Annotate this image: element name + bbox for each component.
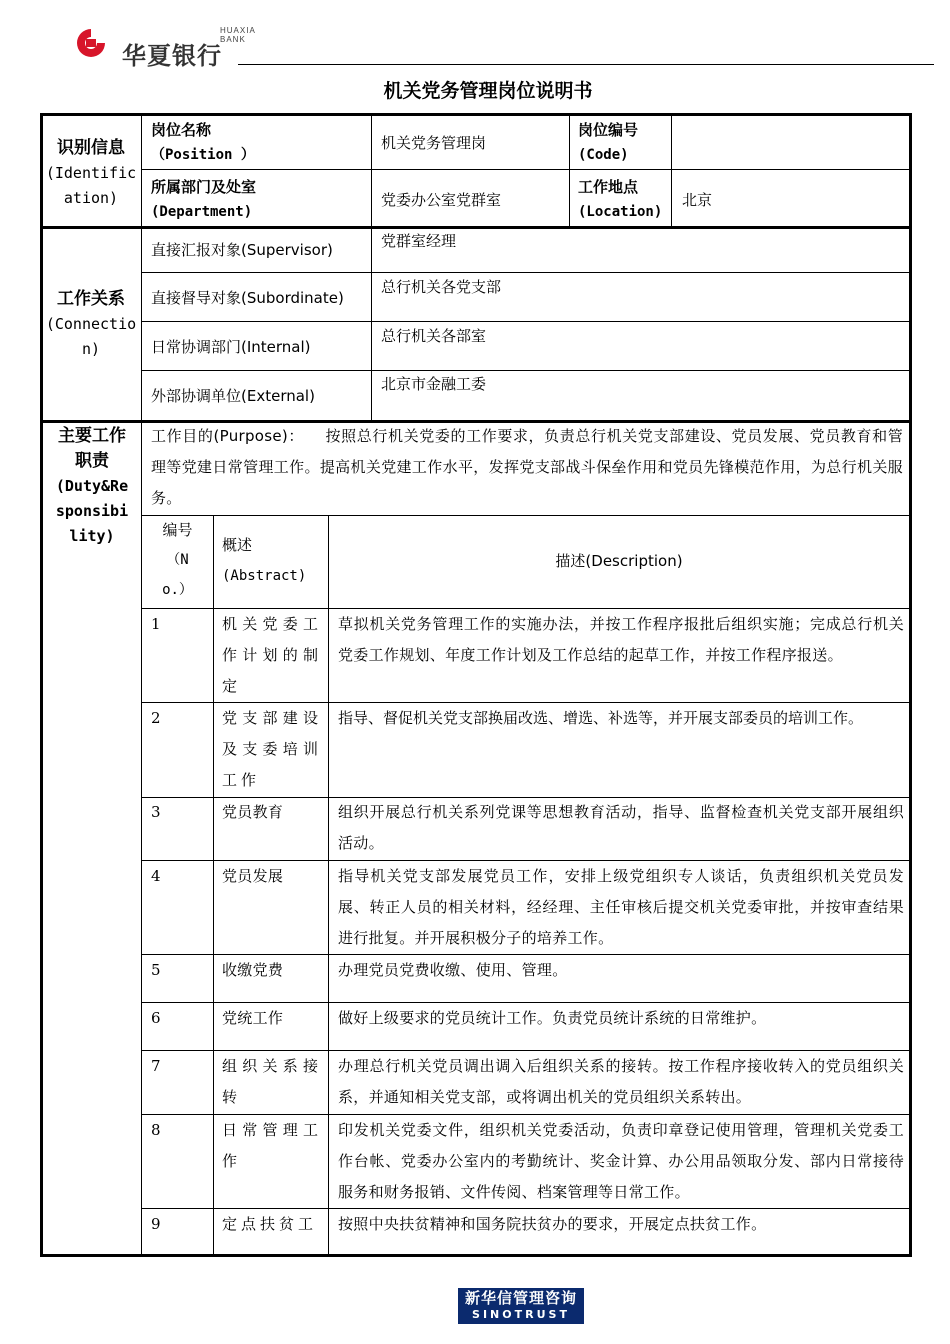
- duty-row-abstract: 定点扶贫工: [222, 1215, 318, 1233]
- department-label: 所属部门及处室 (Department): [151, 178, 257, 220]
- duty-row-description: 办理总行机关党员调出调入后组织关系的接转。按工作程序接收转入的党员组织关系，并通知相关党支部，或将调出机关的党员组织关系转出。: [338, 1057, 904, 1106]
- header-divider: [238, 64, 934, 65]
- duty-row-no: 1: [151, 615, 161, 633]
- supervisor-label: 直接汇报对象(Supervisor): [151, 241, 333, 259]
- consultant-name-en: SINOTRUST: [472, 1308, 570, 1321]
- connection-section-title: 工作关系 (Connection): [45, 289, 137, 358]
- duty-row-abstract: 党支部建设及支委培训工作: [222, 709, 322, 789]
- bank-name-en: HUAXIA BANK: [220, 26, 256, 44]
- duty-section-title: 主要工作职责 (Duty&Responsibility): [55, 426, 129, 545]
- duty-row-description: 按照中央扶贫精神和国务院扶贫办的要求，开展定点扶贫工作。: [338, 1215, 767, 1233]
- huaxia-bank-logo: [70, 22, 270, 70]
- internal-value: 总行机关各部室: [381, 327, 487, 345]
- duty-row-no: 5: [151, 961, 161, 979]
- column-divider: [328, 515, 329, 1254]
- column-header-no: 编号 （No.）: [162, 521, 193, 598]
- duty-row-no: 8: [151, 1121, 161, 1139]
- purpose-paragraph: 工作目的(Purpose)： 按照总行机关党委的工作要求，负责总行机关党支部建设、党员发展、党员教育和管理等党建日常管理工作。提高机关党建工作水平，发挥党支部战斗保垒作用和党员先锋模范作用，为总行机关服务。: [151, 427, 903, 507]
- duty-row-abstract: 党统工作: [222, 1009, 284, 1027]
- duty-row-description: 印发机关党委文件，组织机关党委活动，负责印章登记使用管理，管理机关党委工作台帐、党委办公室内的考勤统计、奖金计算、办公用品领取分发、部内日常接待服务和财务报销、文件传阅、档案管理等日常工作。: [338, 1121, 904, 1201]
- document-title: 机关党务管理岗位说明书: [383, 80, 593, 102]
- duty-row-description: 办理党员党费收缴、使用、管理。: [338, 961, 568, 979]
- duty-row-no: 6: [151, 1009, 161, 1027]
- column-divider: [569, 116, 570, 226]
- row-divider: [142, 370, 909, 371]
- column-divider: [213, 515, 214, 1254]
- duty-row-description: 指导机关党支部发展党员工作，安排上级党组织专人谈话，负责组织机关党员发展、转正人员的相关材料，经经理、主任审核后提交机关党委审批，并按审查结果进行批复。并开展积极分子的培养工作。: [338, 867, 904, 947]
- duty-row-abstract: 党员发展: [222, 867, 284, 885]
- column-divider: [371, 116, 372, 226]
- column-divider: [671, 116, 672, 226]
- duty-row-no: 9: [151, 1215, 161, 1233]
- column-divider: [371, 229, 372, 420]
- external-value: 北京市金融工委: [381, 375, 487, 393]
- huaxia-logo-icon: [72, 26, 110, 60]
- duty-row-abstract: 收缴党费: [222, 961, 284, 979]
- duty-row-abstract: 机关党委工作计划的制定: [222, 615, 322, 695]
- department-value: 党委办公室党群室: [381, 191, 502, 209]
- position-name-label: 岗位名称 （Position ）: [151, 121, 255, 163]
- location-label: 工作地点 (Location): [578, 178, 663, 220]
- supervisor-value: 党群室经理: [381, 232, 457, 250]
- subordinate-value: 总行机关各党支部: [381, 278, 502, 296]
- duty-row-no: 7: [151, 1057, 161, 1075]
- duty-row-description: 草拟机关党务管理工作的实施办法，并按工作程序报批后组织实施；完成总行机关党委工作规划、年度工作计划及工作总结的起草工作，并按工作程序报送。: [338, 615, 904, 664]
- location-value: 北京: [682, 191, 713, 209]
- position-name-value: 机关党务管理岗: [381, 134, 487, 152]
- bank-name-cn: 华夏银行: [122, 42, 222, 70]
- column-header-description: 描述(Description): [555, 552, 683, 570]
- row-divider: [142, 169, 909, 170]
- sinotrust-logo: [458, 1288, 584, 1324]
- section-divider: [43, 226, 909, 229]
- row-divider: [142, 272, 909, 273]
- row-divider: [142, 515, 909, 516]
- duty-row-description: 做好上级要求的党员统计工作。负责党员统计系统的日常维护。: [338, 1009, 767, 1027]
- duty-row-abstract: 组织关系接转: [222, 1057, 322, 1106]
- consultant-name-cn: 新华信管理咨询: [464, 1289, 577, 1307]
- identification-section-title: 识别信息 (Identification): [45, 138, 137, 207]
- duty-row-description: 组织开展总行机关系列党课等思想教育活动，指导、监督检查机关党支部开展组织活动。: [338, 803, 904, 852]
- duty-row-abstract: 党员教育: [222, 803, 284, 821]
- external-label: 外部协调单位(External): [151, 387, 315, 405]
- internal-label: 日常协调部门(Internal): [151, 338, 311, 356]
- section-column-divider: [141, 116, 142, 1254]
- position-code-label: 岗位编号 (Code): [578, 121, 639, 163]
- duty-row-description: 指导、督促机关党支部换届改选、增选、补选等，并开展支部委员的培训工作。: [338, 709, 864, 727]
- row-divider: [142, 321, 909, 322]
- duty-row-no: 2: [151, 709, 161, 727]
- duty-row-abstract: 日常管理工作: [222, 1121, 322, 1170]
- subordinate-label: 直接督导对象(Subordinate): [151, 289, 344, 307]
- column-header-abstract: 概述 (Abstract): [222, 536, 307, 584]
- duty-row-no: 4: [151, 867, 161, 885]
- duty-row-no: 3: [151, 803, 161, 821]
